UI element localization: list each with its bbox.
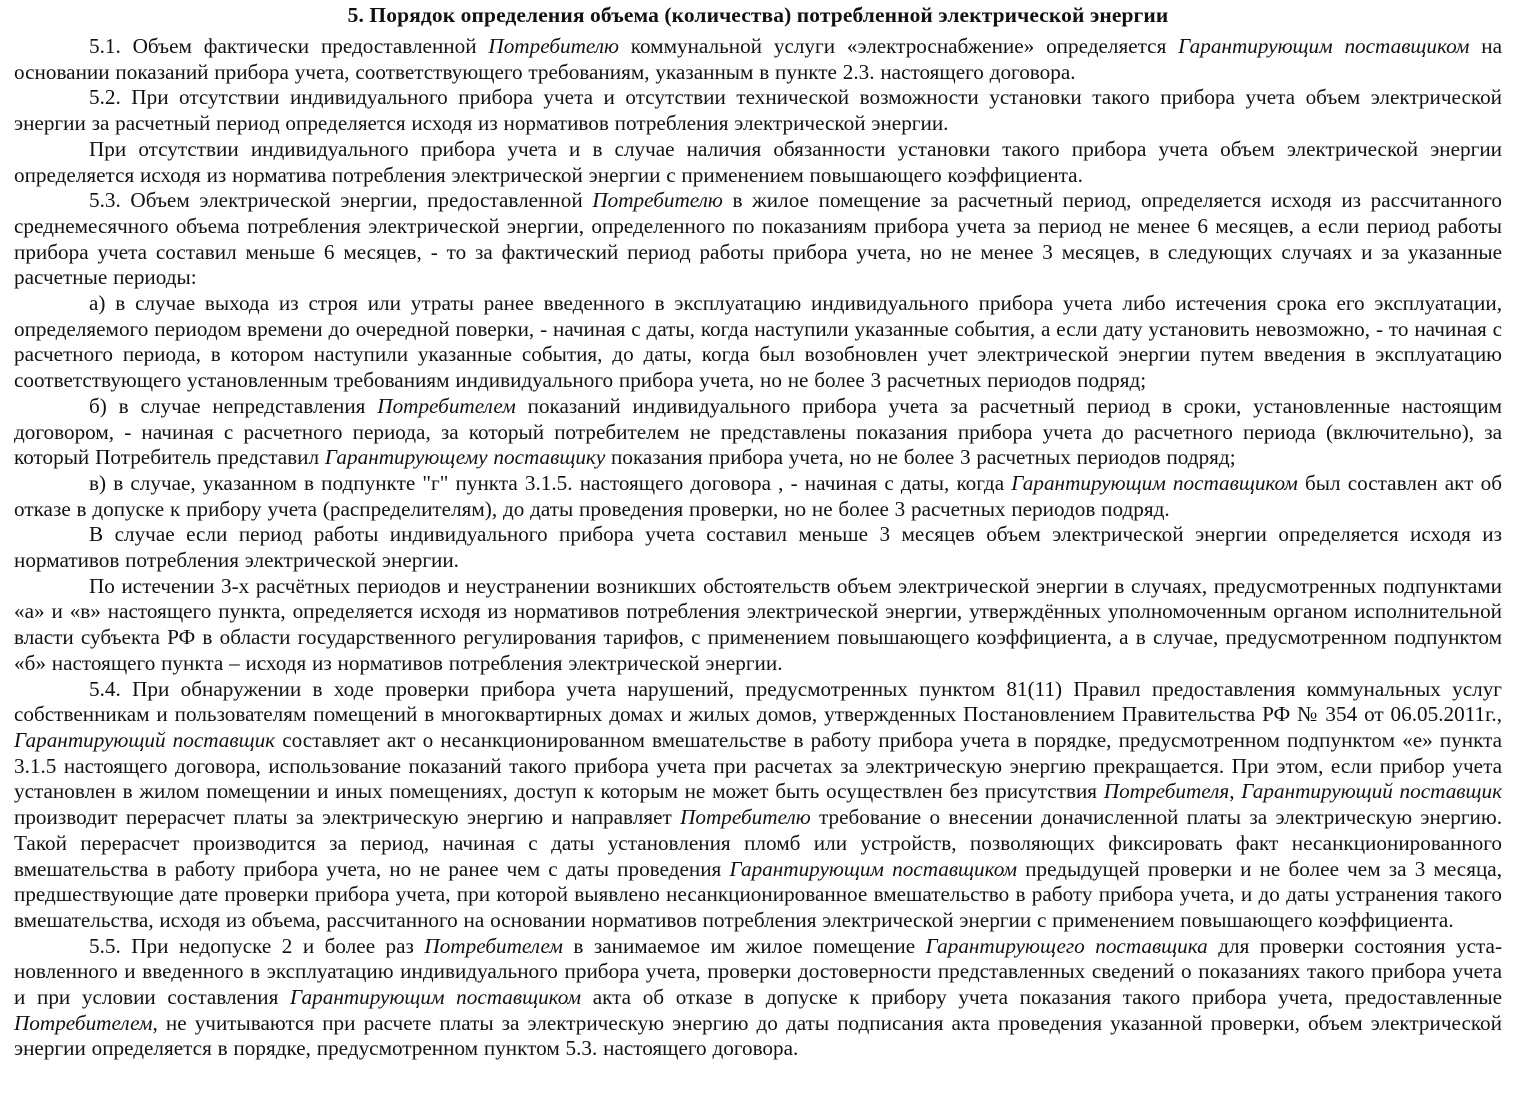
paragraph-p-5-3-v bbox=[14, 471, 1502, 522]
text-segment: в жилое помещение за расчетный период, определяется исходя из рассчитанного среднемесячного объема потребления электрической энергии, определенного по показаниям прибора учета за период не менее 6 месяцев, а если период работы прибора учета составил меньше 6 месяцев, - то за фактический период работы прибора учета, но не менее 3 месяцев, в следующих случаях и за указанные расчетные периоды: bbox=[14, 188, 1503, 290]
paragraph-p-5-3 bbox=[14, 188, 1502, 291]
paragraph-p-5-3-b bbox=[14, 394, 1502, 471]
paragraph-p-5-3-d bbox=[14, 574, 1502, 677]
paragraph-p-5-4 bbox=[14, 677, 1502, 934]
document-body bbox=[14, 34, 1502, 1062]
paragraph-p-5-2 bbox=[14, 85, 1502, 136]
text-segment: 5.1. Объем фактически предоставленной bbox=[89, 34, 489, 58]
paragraph-p-5-5 bbox=[14, 934, 1502, 1063]
text-segment: производит перерасчет платы за электрическую энергию и направляет bbox=[14, 805, 681, 830]
text-segment: 5.2. При отсутствии индивидуального прибора учета и отсутствии технической возможности установки такого прибора учета объем электрической энергии за расчетный период определяется исходя из нормативов потребления электрической энергии. bbox=[14, 85, 1502, 136]
text-segment: 5.4. При обнаружении в ходе проверки прибора учета нарушений, предусмотренных пунктом 81(11) Правил предоставления коммунальных услуг собственникам и пользователям помещений в многоквартирных домах и жилых домов, утвержденных Постановлением Правительства РФ № 354 от 06.05.2011г., bbox=[14, 676, 1502, 727]
italic-term: Гарантирующим поставщиком bbox=[1178, 34, 1470, 58]
italic-term: Потребителю bbox=[488, 34, 619, 58]
italic-term: Потребителю bbox=[592, 188, 723, 213]
text-segment: составляет акт о несанкционированном вмешательстве в работу прибора учета в порядке, предусмотренном подпунктом «е» пункта 3.1.5 настоящего договора, использование показаний такого прибора учета при расчетах за электрическую энергию прекращается. При этом, если прибор учета установлен в жилом помещении и иных помещениях, доступ к которым не может быть осуществлен без присутствия bbox=[14, 727, 1503, 804]
text-segment: требование о внесении доначисленной платы за электрическую энергию. Такой перерасчет производится за период, начиная с даты установления пломб или устройств, позволяющих фиксировать факт несанкционированного вмешательства в работу прибора учета, но не ранее чем с даты проведения bbox=[14, 805, 1503, 881]
italic-term: Гарантирующим поставщиком bbox=[1011, 470, 1298, 495]
paragraph-p-5-3-c bbox=[14, 522, 1502, 573]
text-segment: предыдущей проверки и не более чем за 3 месяца, предшествующие дате проверки прибора учета, при которой выявлено несанкционированное вмешательство в работу прибора учета, и до даты устранения такого вмешательства, исходя из объема, рассчитанного на основании нормативов потребления электрической энергии с применением повышающего коэффициента. bbox=[14, 856, 1502, 932]
text-segment: коммунальной услуги «электроснабжение» определяется bbox=[618, 34, 1179, 58]
text-segment: , не учитываются при расчете платы за электрическую энергию до даты подписания акта проведения указанной проверки, объем электрической энергии определяется в порядке, предусмотренном пунктом 5.3. настоящего договора. bbox=[14, 1010, 1502, 1061]
text-segment: на основании показаний прибора учета, соответствующего требованиям, указанным в пункте 2.3. настоящего договора. bbox=[14, 34, 1502, 84]
text-segment: В случае если период работы индивидуального прибора учета составил меньше 3 месяцев объем электрической энергии определяется исходя из нормативов потребления электрической энергии. bbox=[14, 522, 1502, 573]
text-segment: 5.3. Объем электрической энергии, предоставленной bbox=[89, 188, 593, 213]
text-segment: был составлен акт об отказе в допуске к прибору учета (распределителям), до даты проведения проверки, но не более 3 расчетных периодов подряд. bbox=[14, 470, 1502, 521]
paragraph-p-5-2-b bbox=[14, 137, 1502, 188]
text-segment: акта об отказе в допуске к прибору учета показания такого прибора учета, предоставленные bbox=[581, 985, 1502, 1010]
text-segment: По истечении 3-х расчётных периодов и неустранении возникших обстоятельств объем электрической энергии в случаях, предусмотренных подпунктами «а» и «в» настоящего пункта, определяется исходя из нормативов потребления электрической энергии, утверждённых уполномоченным органом исполнительной власти субъекта РФ в области государственного регулирования тарифов, с применением повышающего коэффициента, а в случае, предусмотренном подпунктом «б» настоящего пункта – исходя из нормативов потребления электрической энергии. bbox=[14, 573, 1502, 675]
text-segment: показания прибора учета, но не более 3 расчетных периодов подряд; bbox=[605, 445, 1236, 470]
text-segment: При отсутствии индивидуального прибора учета и в случае наличия обязанности установки такого прибора учета объем электрической энергии определяется исходя из норматива потребления электрической энергии с применением повышающего коэффициента. bbox=[14, 136, 1502, 187]
italic-term: Потребителя bbox=[1103, 779, 1230, 804]
text-segment: 5.5. При недопуске 2 и более раз bbox=[89, 933, 425, 958]
text-segment: , bbox=[1229, 779, 1242, 804]
text-segment: а) в случае выхода из строя или утраты ранее введенного в эксплуатацию индивидуального прибора учета либо истечения срока его эксплуатации, определяемого периодом времени до очередной поверки, - начиная с даты, когда наступили указанные события, а если дату установить невозможно, - то начиная с расчетного периода, в котором наступили указанные события, до даты, когда был возобновлен учет электрической энергии путем введения в эксплуатацию соответствующего установленным требованиям индивидуального прибора учета, но не более 3 расчетных периодов подряд; bbox=[14, 291, 1502, 393]
italic-term: Гарантирующим поставщиком bbox=[729, 856, 1018, 881]
paragraph-p-5-1 bbox=[14, 34, 1502, 85]
italic-term: Гарантирующий поставщик bbox=[1241, 779, 1502, 804]
document-page bbox=[14, 2, 1502, 1062]
italic-term: Гарантирующему поставщику bbox=[324, 445, 606, 470]
italic-term: Гарантирующий поставщик bbox=[14, 727, 276, 752]
italic-term: Потребителем bbox=[424, 933, 563, 958]
italic-term: Потребителю bbox=[680, 805, 811, 830]
paragraph-p-5-3-a bbox=[14, 291, 1502, 394]
italic-term: Гарантирующего поставщика bbox=[925, 933, 1208, 958]
italic-term: Потребителем bbox=[14, 1010, 153, 1035]
italic-term: Гарантирующим поставщиком bbox=[290, 985, 582, 1010]
italic-term: Потребителем bbox=[377, 393, 516, 418]
text-segment: в занимаемое им жилое помещение bbox=[562, 933, 926, 958]
text-segment: показаний индивидуального прибора учета за расчетный период в сроки, установленные настоящим договором, - начиная с расчетного периода, за который потребителем не представлены показания прибора учета до расчетного периода (включительно), за который Потребитель представил bbox=[14, 393, 1502, 470]
text-segment: в) в случае, указанном в подпункте "г" пункта 3.1.5. настоящего договора , - начиная с даты, когда bbox=[89, 470, 1012, 495]
section-title: 5. Порядок определения объема (количества) потребленной электрической энергии bbox=[347, 3, 1169, 27]
text-segment: для проверки состояния установленного и введенного в эксплуатацию индивидуального прибора учета, проверки достоверности представленных сведений о показаниях такого прибора учета и при условии составления bbox=[14, 933, 1502, 1010]
text-segment: б) в случае непредставления bbox=[89, 393, 378, 418]
